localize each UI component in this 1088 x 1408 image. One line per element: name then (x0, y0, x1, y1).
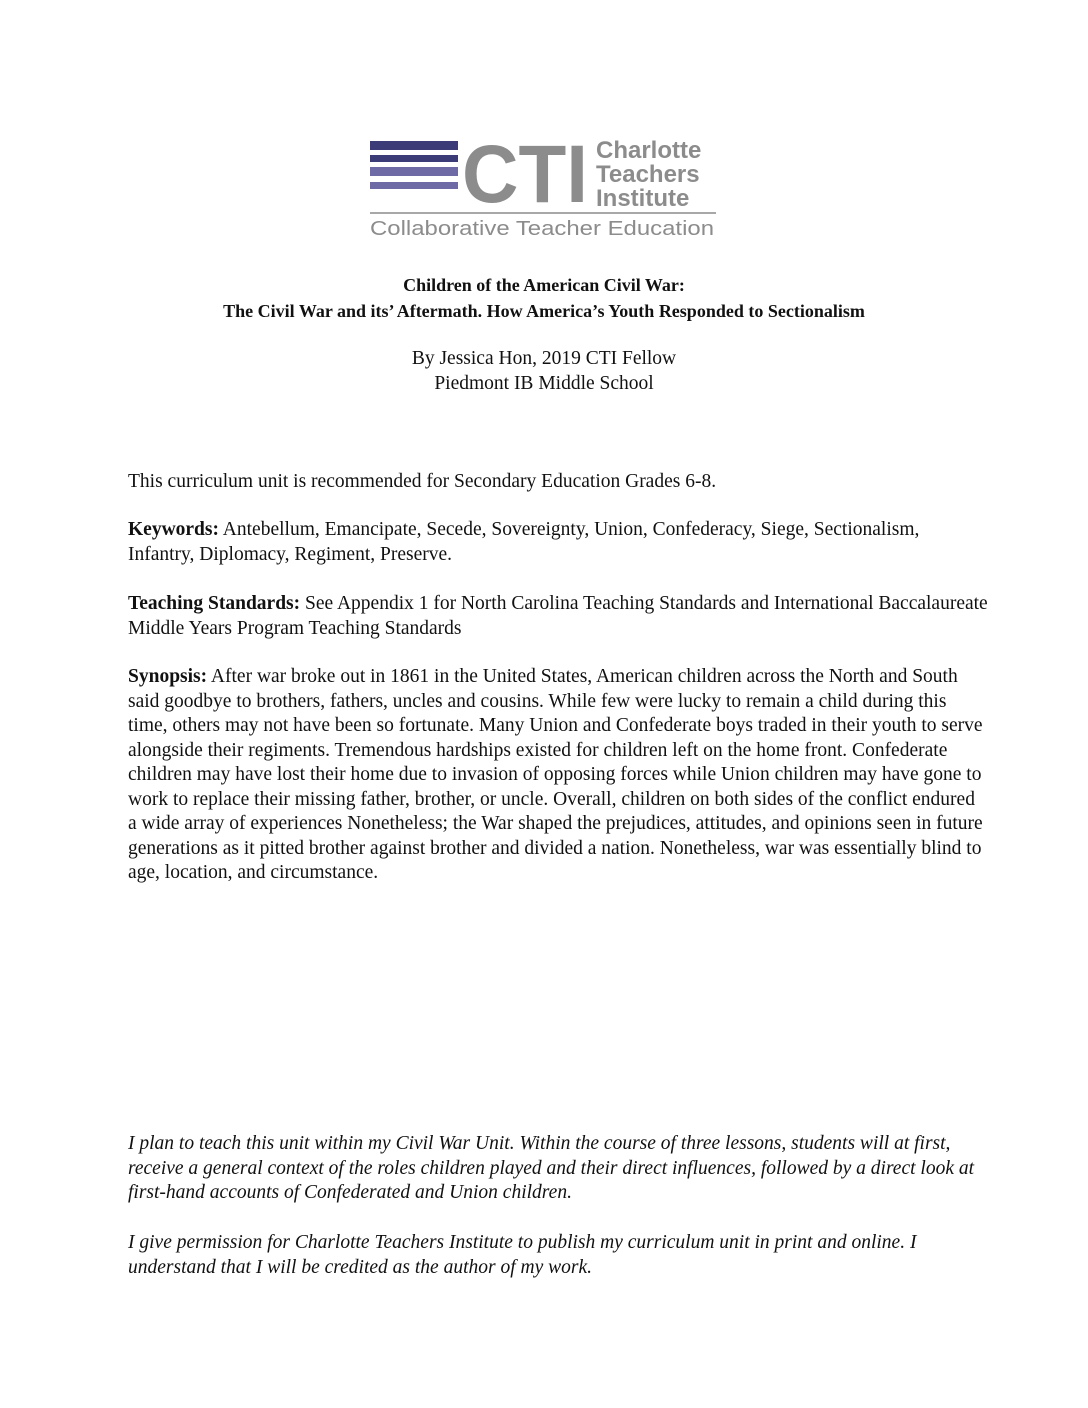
standards-text: See Appendix 1 for North Carolina Teaching Standards and International Baccalaureate Middle Years Program Teaching Standards (128, 593, 988, 639)
school-line: Piedmont IB Middle School (434, 373, 654, 394)
synopsis-paragraph (128, 665, 988, 886)
cti-logo-graphic (370, 132, 722, 242)
permission-paragraph: I give permission for Charlotte Teachers Institute to publish my curriculum unit in print and online. I understand that I will be credited as the author of my work. (128, 1232, 917, 1278)
keywords-text: Antebellum, Emancipate, Secede, Sovereignty, Union, Confederacy, Siege, Sectionalism, Infantry, Diplomacy, Regiment, Preserve. (128, 519, 920, 565)
logo-name-line-1: Charlotte (596, 137, 702, 164)
keywords-label: Keywords: (128, 519, 219, 540)
cti-logo (370, 132, 722, 242)
standards-label: Teaching Standards: (128, 593, 301, 614)
title-line-2: The Civil War and its’ Aftermath. How America’s Youth Responded to Sectionalism (223, 301, 865, 321)
logo-tagline: Collaborative Teacher Education (370, 218, 714, 240)
logo-name-line-2: Teachers (596, 161, 700, 188)
logo-bar-3 (370, 167, 458, 176)
synopsis-text: After war broke out in 1861 in the United States, American children across the North and South said goodbye to brothers, fathers, uncles and cousins. While few were lucky to remain a child during this time, others may not have been so fortunate. Many Union and Confederate boys traded in their youth to serve alongside their regiments. Tremendous hardships existed for children left on the home front. Confederate children may have lost their home due to invasion of opposing forces while Union children may have gone to work to replace their missing father, brother, or uncle. Overall, children on both sides of the conflict endured a wide array of experiences Nonetheless; the War shaped the prejudices, attitudes, and opinions seen in future generations as it pitted brother against brother and divided a nation. Nonetheless, war was essentially blind to age, location, and circumstance. (128, 666, 983, 883)
logo-mark: CTI (462, 132, 588, 220)
document-title (0, 272, 1088, 324)
keywords-paragraph (128, 518, 988, 567)
teaching-plan-paragraph: I plan to teach this unit within my Civil War Unit. Within the course of three lessons, students will at first, receive a general context of the roles children played and their direct influences, followed by a direct look at first-hand accounts of Confederated and Union children. (128, 1133, 975, 1203)
logo-name-line-3: Institute (596, 185, 690, 212)
logo-bar-1 (370, 141, 458, 150)
author-line: By Jessica Hon, 2019 CTI Fellow (411, 348, 677, 369)
byline (0, 346, 1088, 396)
title-line-1: Children of the American Civil War: (403, 275, 685, 295)
logo-bar-2 (370, 155, 458, 162)
recommendation-paragraph: This curriculum unit is recommended for Secondary Education Grades 6-8. (128, 471, 717, 492)
synopsis-label: Synopsis: (128, 666, 208, 687)
standards-paragraph (128, 592, 988, 641)
logo-bar-4 (370, 182, 458, 189)
